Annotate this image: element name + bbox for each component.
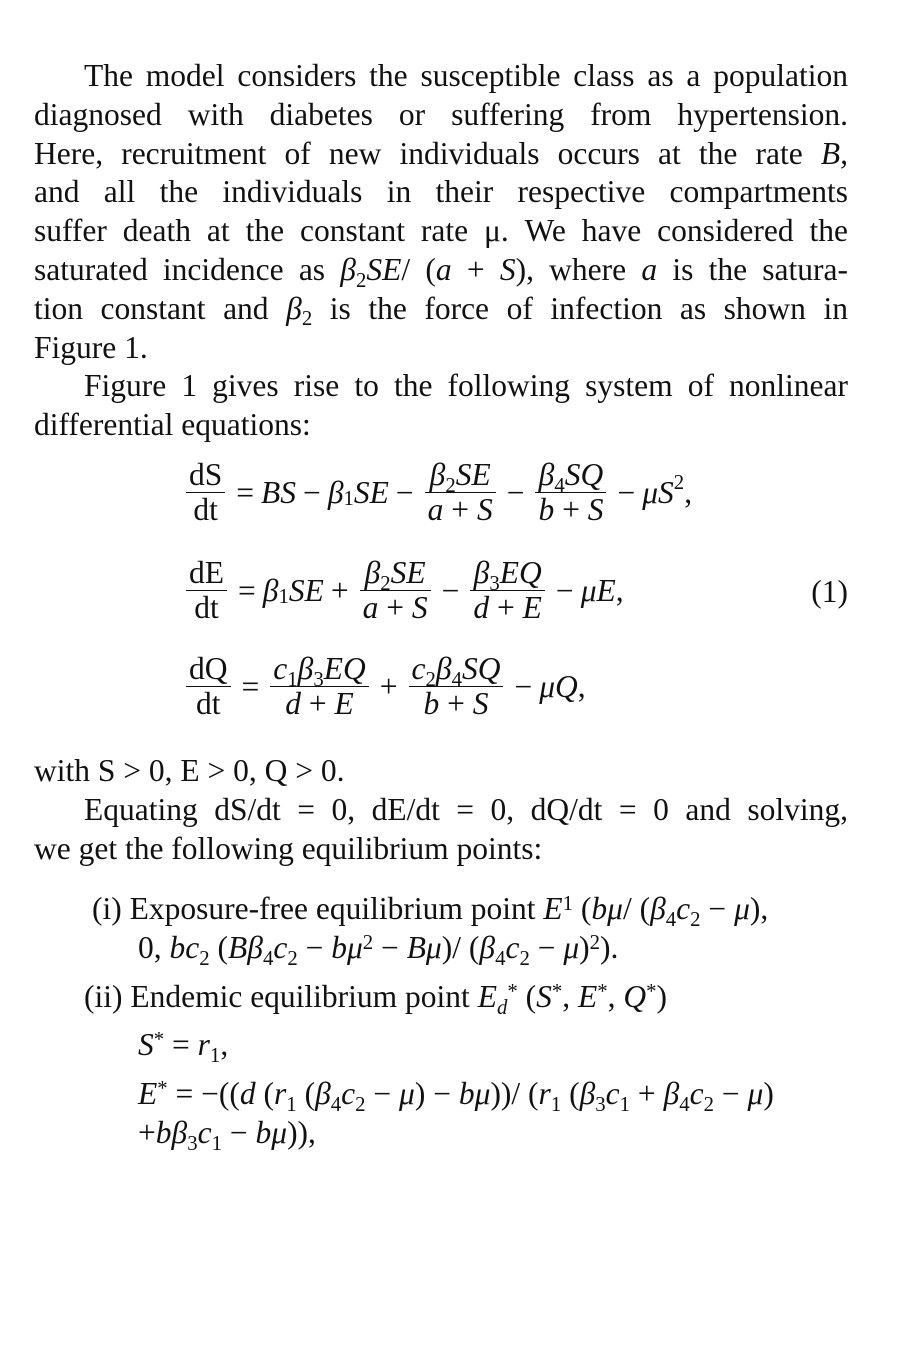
text-line: Here, recruitment of new individuals occurs at the rate B, [34, 135, 848, 171]
text-line: diagnosed with diabetes or suffering from hypertension. [34, 96, 848, 132]
text-line: with S > 0, E > 0, Q > 0. [34, 753, 345, 788]
constraint-line [34, 752, 848, 791]
text-line: differential equations: [34, 406, 311, 442]
list-item-endemic: (ii) Endemic equilibrium point $E_d^*$ (S*, E*, Q*) [84, 979, 668, 1019]
list-item-exposure-free-cont: 0, $bc_2$ $(B\beta_4c_2 - b\mu^2 - B\mu)/$ $(\beta_4c_2 - \mu)^2$). [138, 930, 619, 970]
text-line: Equating dS/dt = 0, dE/dt = 0, dQ/dt = 0 and solving, [84, 792, 848, 827]
endemic-e-star-cont: $+b\beta_3c_1 - b\mu$)), [138, 1115, 316, 1155]
text-line: Figure 1 gives rise to the following system of nonlinear [84, 368, 848, 403]
equation-number: (1) [811, 574, 848, 609]
paragraph-model-description [34, 57, 848, 367]
endemic-e-star: E* = −((d ($r_1$ $(\beta_4c_2 - \mu) - b\mu))/$ ($r_1$ $(\beta_3c_1 + \beta_4c_2 - \mu)$ [138, 1076, 774, 1116]
equation-dq-dt: $\frac{dQ}{dt}$ = $\frac{c_1\beta_3EQ}{d + E}$ + $\frac{c_2\beta_4SQ}{b + S}$ − μQ , [182, 652, 586, 721]
text-line: saturated incidence as $\beta_2SE/$ (a + S), where a is the satura- [34, 251, 848, 292]
text-line: we get the following equilibrium points: [34, 830, 543, 866]
text-line: The model considers the susceptible class as a population [84, 58, 848, 93]
text-line: suffer death at the constant rate μ. We have considered the [34, 213, 849, 249]
endemic-s-star: $S^* = r_1$, [138, 1027, 229, 1067]
list-item-exposure-free: (i) Exposure-free equilibrium point $E^1$ (bμ/ $(\beta_4c_2 - \mu)$, [92, 891, 769, 931]
equation-de-dt: $\frac{dE}{dt}$ = β $_1$ SE + $\frac{\beta_2SE}{a + S}$ − $\frac{\beta_3EQ}{d + E}$ − μE , [182, 556, 624, 625]
paragraph-equilibrium-intro [34, 791, 848, 869]
text-line: tion constant and $\beta_2$ is the force of infection as shown in [34, 290, 848, 331]
equation-ds-dt: $\frac{dS}{dt}$ = BS − β $_1$ SE − $\frac{\beta_2SE}{a + S}$ − $\frac{\beta_4SQ}{b + S}$ − μS $^2$ , [182, 458, 692, 527]
paragraph-system-intro [34, 367, 848, 445]
text-line: Figure 1. [34, 329, 148, 365]
text-line: and all the individuals in their respective compartments [34, 174, 848, 210]
